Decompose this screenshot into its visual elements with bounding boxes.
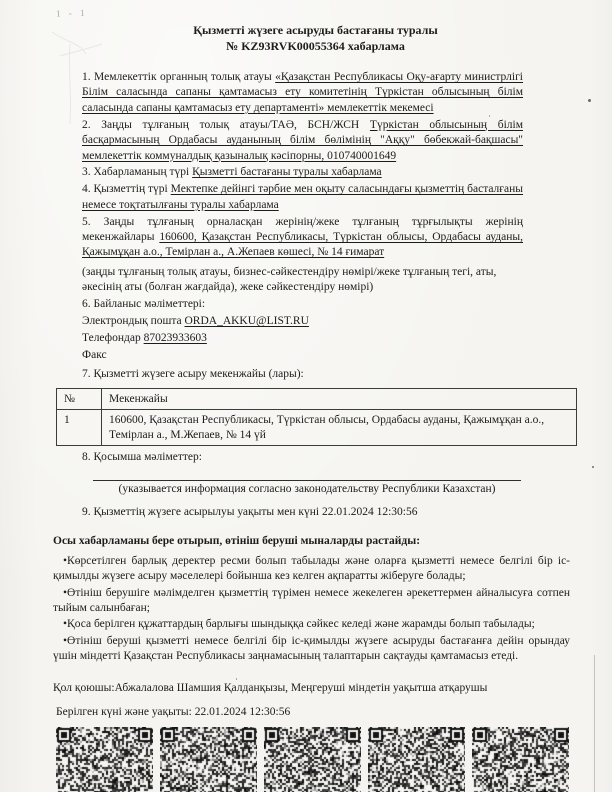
field-9-datetime [82,505,523,520]
field-9-value: 22.01.2024 12:30:56 [321,506,418,519]
qr-code-4 [368,727,465,792]
signer-label: Қол қоюшы: [53,682,115,695]
field-1-label: 1. Мемлекеттік органның толық атауы [82,71,272,83]
document-number-line: № KZ93RVK00055364 хабарлама [226,39,405,53]
confirmation-list [53,554,570,664]
signer-line [53,681,578,696]
field-5-address [82,215,523,261]
table-row [57,410,577,446]
qr-code-5 [472,727,569,792]
field-4-label: 4. Қызметтің түрі [82,183,168,196]
confirmation-title: Осы хабарламаны бере отырып, өтініш беруші мыналарды растайды: [53,534,421,547]
confirmation-item: • Қоса берілген құжаттардың барлығы шындыққа сәйкес келеді және жарамды болып табылады; [53,617,570,632]
confirmation-item: • Өтініш беруші қызметті немесе белгілі бір іс-қимылды жүзеге асыруды бастағанға дейін орындау үшін міндетті Қазақстан Республикасы заңнамасының талаптарын сақтауды қамтамасыз етеді. [53,634,570,665]
contact-phone: 87023933603 [143,332,207,345]
qr-code-1 [56,727,153,792]
email-label: Электрондық пошта [82,315,182,328]
issued-label: Берілген күні және уақыты: [56,706,192,719]
qr-code-2 [160,727,257,792]
contact-phone-line [82,331,523,346]
qr-code-strip [56,727,578,792]
table-header-row [57,388,577,410]
table-header-number: № [57,388,102,410]
table-cell-address: 160600, Қазақстан Республикасы, Түркістан облысы, Ордабасы ауданы, Қажымұқан а.о., Темірлан а., М.Жепаев, № 14 үй [102,410,577,446]
confirmation-item: • Өтініш берушіге мәлімделген қызметтің түрімен немесе жекелеген әрекеттермен айналысуға сотпен тыйым салынбаған; [53,586,570,617]
document-title [53,22,578,54]
field-4-value: Мектепке дейінгі тәрбие мен оқыту саласындағы қызметтің басталғаны немесе тоқтатылғаны туралы хабарлама [82,183,524,211]
confirmation-item: • Көрсетілген барлық деректер ресми болып табылады және оларға қызметті немесе белгілі бір іс-қимылды жүзеге асыру мәселелері бойынша кез келген ақпаратты жіберуге болады; [53,554,570,585]
pencil-mark: 1 - 1 [55,7,88,19]
phone-label: Телефондар [82,332,141,345]
field-6-contacts: 6. Байланыс мәліметтері: [82,298,206,311]
field-2-label: 2. Заңды тұлғаның толық атауы/ТАӘ, БСН/ЖСН [82,118,360,131]
contact-email: ORDA_AKKU@LIST.RU [184,315,309,328]
field-5-note: (заңды тұлғаның толық атауы, бизнес-сәйкестендіру нөмірі/жеке тұлғаның тегі, аты, әкесінің аты (болған жағдайда), жеке сәйкестендіру нөмірі) [82,265,497,294]
address-table [56,388,577,447]
fill-in-rule [93,480,521,481]
field-1-value: «Қазақстан Республикасы Оқу-ағарту министрлігі Білім саласында сапаны қамтамасыз ету комитетінің Түркістан облысының білім саласында сапаны қамтамасыз ету департаменті» мемлекеттік мекемесі [82,71,523,114]
contact-fax-line: Факс [82,349,107,361]
contact-email-line [82,314,523,329]
field-3-label: 3. Хабарламаның түрі [82,166,190,179]
signer-name: Абжалалова Шамшия Қалданқызы, Меңгеруші міндетін уақытша атқарушы [114,682,488,695]
issued-line [56,705,578,720]
issued-datetime: 22.01.2024 12:30:56 [194,706,291,719]
field-2-legal-entity [82,118,523,164]
field-5-value: 160600, Қазақстан Республикасы, Түркістан облысы, Ордабасы ауданы, Қажымұқан а.о., Темірлан а., А.Жепаев көшесі, № 14 ғимарат [82,231,523,259]
field-1-state-organ [82,70,523,116]
table-header-address: Мекенжайы [102,388,577,410]
field-5-label: 5. Заңды тұлғаның орналасқан жерінің/жеке тұлғаның тұрғылықты жерінің мекенжайлары [82,215,523,244]
field-7-service-addresses: 7. Қызметті жүзеге асыру мекенжайы (лары): [82,368,304,381]
field-4-activity-type [82,182,523,213]
blank-fill-line [53,467,578,480]
field-9-label: 9. Қызметтің жүзеге асырылуы уақыты мен күні [82,506,320,519]
field-8-note: (указывается информация согласно законодательству Республики Казахстан) [118,483,496,496]
field-3-value: Қызметті бастағаны туралы хабарлама [192,166,382,179]
qr-code-3 [264,727,361,792]
document-title-line1: Қызметті жүзеге асыруды бастағаны туралы [193,23,438,37]
field-2-value: Түркістан облысының білім басқармасының Ордабасы ауданының білім бөлімінің "Аққу" бөбекжай-бақшасы" мемлекеттік коммуналдық қазыналық кәсіпорны, 010740001649 [82,118,523,162]
field-3-notification-type [82,165,523,180]
field-8-additional-info: 8. Қосымша мәліметтер: [82,451,202,464]
table-cell-number: 1 [57,410,102,446]
